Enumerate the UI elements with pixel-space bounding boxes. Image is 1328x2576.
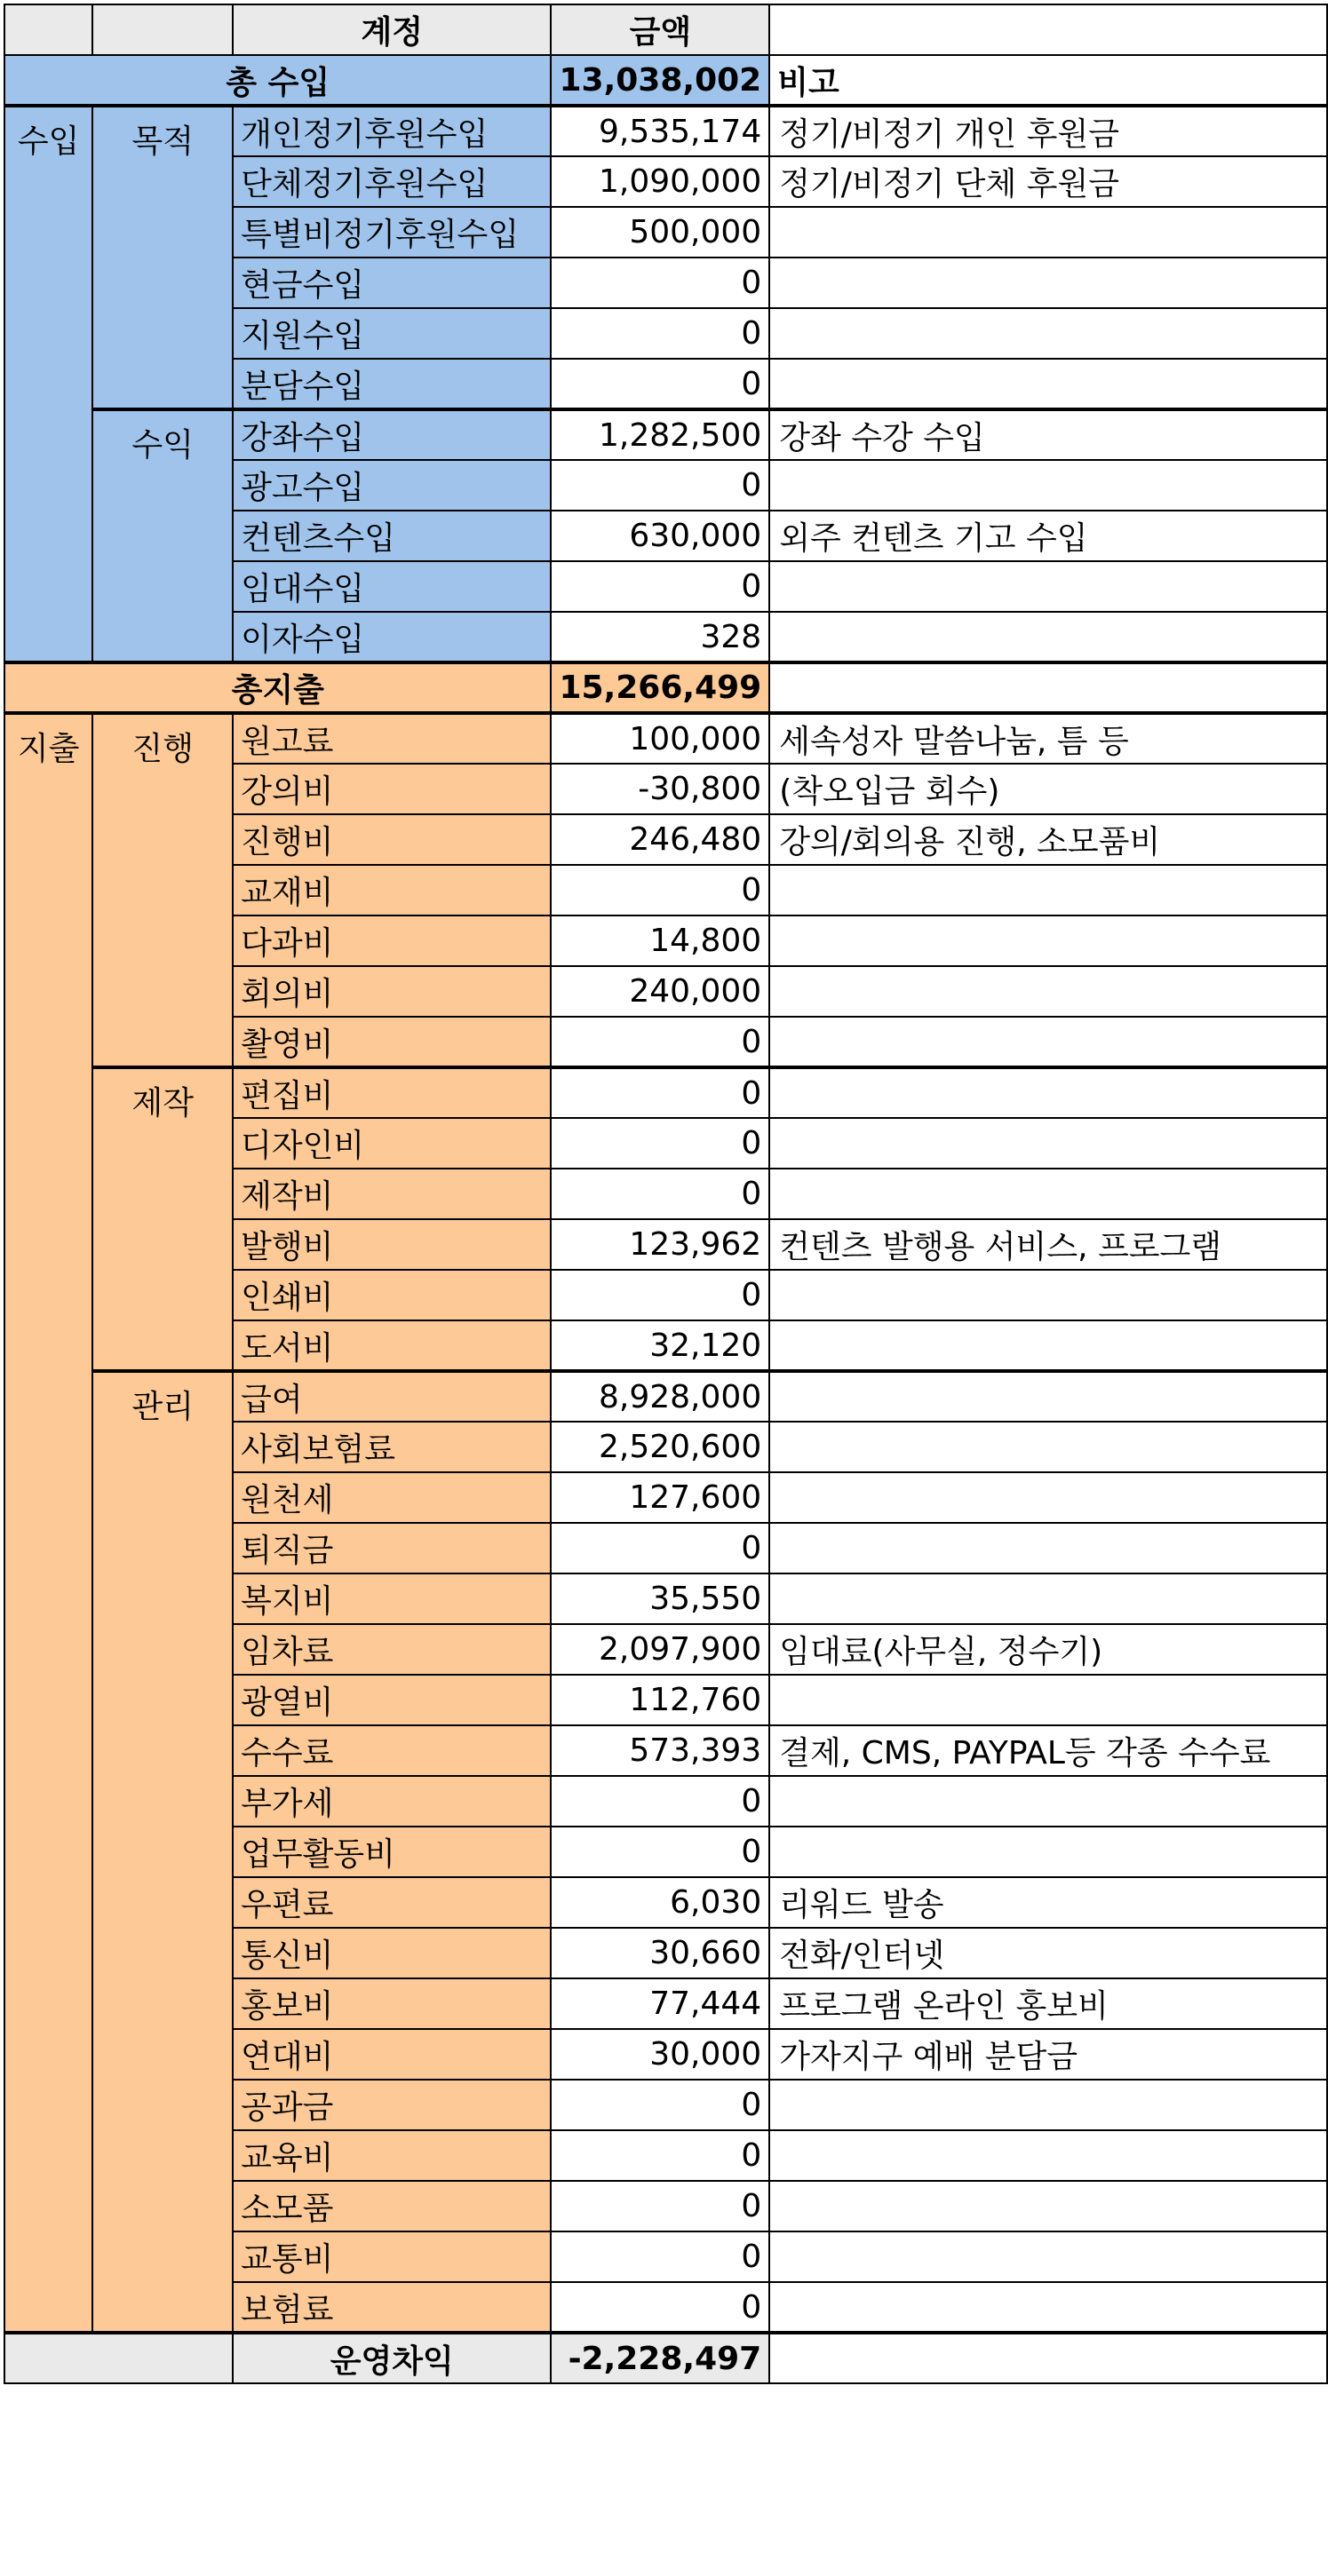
header-account: 계정 (233, 4, 551, 55)
note-cell (769, 460, 1327, 511)
group-cell: 제작 (92, 1067, 233, 1371)
note-cell: 강의/회의용 진행, 소모품비 (769, 814, 1327, 865)
note-cell (769, 1320, 1327, 1371)
amount-cell: 0 (551, 561, 769, 612)
note-cell (769, 1776, 1327, 1827)
amount-cell: 0 (551, 1118, 769, 1169)
amount-cell: 77,444 (551, 1978, 769, 2029)
budget-table (4, 4, 1328, 2384)
amount-cell: 0 (551, 2130, 769, 2181)
amount-cell: 1,282,500 (551, 409, 769, 460)
note-cell (769, 1573, 1327, 1624)
amount-cell: 9,535,174 (551, 106, 769, 156)
account-cell: 편집비 (233, 1067, 551, 1118)
note-header: 비고 (769, 55, 1327, 106)
amount-cell: 6,030 (551, 1877, 769, 1928)
note-cell (769, 308, 1327, 359)
expense-category-cell: 지출 (4, 713, 92, 2333)
account-cell: 보험료 (233, 2282, 551, 2333)
amount-cell: 0 (551, 2282, 769, 2333)
amount-cell: -30,800 (551, 764, 769, 814)
account-cell: 인쇄비 (233, 1270, 551, 1320)
note-cell (769, 2181, 1327, 2231)
income-total-label: 총 수입 (4, 55, 551, 106)
expense-total-amount: 15,266,499 (551, 662, 769, 713)
note-cell (769, 1270, 1327, 1320)
note-cell: (착오입금 회수) (769, 764, 1327, 814)
account-cell: 원천세 (233, 1472, 551, 1523)
account-cell: 임차료 (233, 1624, 551, 1675)
note-cell: 정기/비정기 단체 후원금 (769, 156, 1327, 207)
note-cell (769, 2130, 1327, 2181)
note-cell (769, 1827, 1327, 1877)
amount-cell: 0 (551, 258, 769, 308)
note-cell: 프로그램 온라인 홍보비 (769, 1978, 1327, 2029)
note-cell (769, 1371, 1327, 1422)
amount-cell: 14,800 (551, 915, 769, 966)
account-cell: 현금수입 (233, 258, 551, 308)
account-cell: 분담수입 (233, 359, 551, 409)
group-cell: 관리 (92, 1371, 233, 2333)
account-cell: 사회보험료 (233, 1422, 551, 1472)
account-cell: 진행비 (233, 814, 551, 865)
header-row (4, 4, 1327, 55)
account-cell: 디자인비 (233, 1118, 551, 1169)
note-cell (769, 966, 1327, 1017)
expense-total-note (769, 662, 1327, 713)
account-cell: 교통비 (233, 2231, 551, 2282)
amount-cell: 0 (551, 2231, 769, 2282)
note-cell (769, 1675, 1327, 1725)
amount-cell: 30,660 (551, 1928, 769, 1978)
footer-blank (4, 2333, 233, 2383)
note-cell: 세속성자 말씀나눔, 틈 등 (769, 713, 1327, 764)
account-cell: 통신비 (233, 1928, 551, 1978)
account-cell: 원고료 (233, 713, 551, 764)
account-cell: 광고수입 (233, 460, 551, 511)
amount-cell: 2,520,600 (551, 1422, 769, 1472)
amount-cell: 0 (551, 1067, 769, 1118)
account-cell: 제작비 (233, 1169, 551, 1219)
note-cell (769, 865, 1327, 915)
account-cell: 도서비 (233, 1320, 551, 1371)
account-cell: 강좌수입 (233, 409, 551, 460)
account-cell: 이자수입 (233, 612, 551, 662)
amount-cell: 0 (551, 359, 769, 409)
amount-cell: 0 (551, 1776, 769, 1827)
account-cell: 공과금 (233, 2080, 551, 2130)
amount-cell: 35,550 (551, 1573, 769, 1624)
amount-cell: 127,600 (551, 1472, 769, 1523)
note-cell: 강좌 수강 수입 (769, 409, 1327, 460)
account-cell: 촬영비 (233, 1017, 551, 1067)
account-cell: 업무활동비 (233, 1827, 551, 1877)
note-cell (769, 2231, 1327, 2282)
amount-cell: 32,120 (551, 1320, 769, 1371)
note-cell: 전화/인터넷 (769, 1928, 1327, 1978)
amount-cell: 0 (551, 460, 769, 511)
income-category-cell: 수입 (4, 106, 92, 662)
note-cell: 외주 컨텐츠 기고 수입 (769, 511, 1327, 561)
account-cell: 홍보비 (233, 1978, 551, 2029)
note-cell: 리워드 발송 (769, 1877, 1327, 1928)
note-cell (769, 1472, 1327, 1523)
operating-profit-label: 운영차익 (233, 2333, 551, 2383)
amount-cell: 2,097,900 (551, 1624, 769, 1675)
budget-table-body (4, 4, 1327, 2383)
amount-cell: 0 (551, 1827, 769, 1877)
table-row (4, 409, 1327, 460)
amount-cell: 0 (551, 308, 769, 359)
account-cell: 부가세 (233, 1776, 551, 1827)
note-cell (769, 1422, 1327, 1472)
table-row (4, 1067, 1327, 1118)
note-cell (769, 1118, 1327, 1169)
amount-cell: 112,760 (551, 1675, 769, 1725)
amount-cell: 0 (551, 1017, 769, 1067)
note-cell: 결제, CMS, PAYPAL등 각종 수수료 (769, 1725, 1327, 1776)
expense-total-row (4, 662, 1327, 713)
amount-cell: 123,962 (551, 1219, 769, 1270)
account-cell: 교재비 (233, 865, 551, 915)
account-cell: 특별비정기후원수입 (233, 207, 551, 258)
amount-cell: 630,000 (551, 511, 769, 561)
account-cell: 급여 (233, 1371, 551, 1422)
amount-cell: 100,000 (551, 713, 769, 764)
group-cell: 목적 (92, 106, 233, 409)
amount-cell: 0 (551, 2080, 769, 2130)
account-cell: 수수료 (233, 1725, 551, 1776)
amount-cell: 246,480 (551, 814, 769, 865)
account-cell: 지원수입 (233, 308, 551, 359)
note-cell (769, 1067, 1327, 1118)
amount-cell: 240,000 (551, 966, 769, 1017)
header-amount: 금액 (551, 4, 769, 55)
table-row (4, 1371, 1327, 1422)
note-cell (769, 1017, 1327, 1067)
account-cell: 복지비 (233, 1573, 551, 1624)
note-cell (769, 1523, 1327, 1573)
footer-note (769, 2333, 1327, 2383)
account-cell: 임대수입 (233, 561, 551, 612)
account-cell: 교육비 (233, 2130, 551, 2181)
amount-cell: 30,000 (551, 2029, 769, 2080)
note-cell (769, 612, 1327, 662)
note-cell (769, 207, 1327, 258)
income-total-row (4, 55, 1327, 106)
note-cell: 가자지구 예배 분담금 (769, 2029, 1327, 2080)
footer-row (4, 2333, 1327, 2383)
account-cell: 연대비 (233, 2029, 551, 2080)
header-col-a (4, 4, 92, 55)
amount-cell: 0 (551, 1169, 769, 1219)
amount-cell: 8,928,000 (551, 1371, 769, 1422)
note-cell: 정기/비정기 개인 후원금 (769, 106, 1327, 156)
account-cell: 강의비 (233, 764, 551, 814)
note-cell (769, 2080, 1327, 2130)
account-cell: 퇴직금 (233, 1523, 551, 1573)
note-cell: 컨텐츠 발행용 서비스, 프로그램 (769, 1219, 1327, 1270)
amount-cell: 328 (551, 612, 769, 662)
amount-cell: 1,090,000 (551, 156, 769, 207)
account-cell: 발행비 (233, 1219, 551, 1270)
note-cell (769, 258, 1327, 308)
amount-cell: 0 (551, 865, 769, 915)
operating-profit-amount: -2,228,497 (551, 2333, 769, 2383)
account-cell: 소모품 (233, 2181, 551, 2231)
amount-cell: 573,393 (551, 1725, 769, 1776)
amount-cell: 0 (551, 2181, 769, 2231)
note-cell: 임대료(사무실, 정수기) (769, 1624, 1327, 1675)
account-cell: 회의비 (233, 966, 551, 1017)
note-cell (769, 915, 1327, 966)
note-cell (769, 1169, 1327, 1219)
group-cell: 진행 (92, 713, 233, 1067)
account-cell: 개인정기후원수입 (233, 106, 551, 156)
note-cell (769, 359, 1327, 409)
account-cell: 광열비 (233, 1675, 551, 1725)
income-total-amount: 13,038,002 (551, 55, 769, 106)
header-note (769, 4, 1327, 55)
amount-cell: 0 (551, 1270, 769, 1320)
note-cell (769, 561, 1327, 612)
note-cell (769, 2282, 1327, 2333)
header-col-b (92, 4, 233, 55)
expense-total-label: 총지출 (4, 662, 551, 713)
account-cell: 우편료 (233, 1877, 551, 1928)
table-row (4, 713, 1327, 764)
table-row (4, 106, 1327, 156)
amount-cell: 500,000 (551, 207, 769, 258)
group-cell: 수익 (92, 409, 233, 662)
account-cell: 다과비 (233, 915, 551, 966)
account-cell: 단체정기후원수입 (233, 156, 551, 207)
amount-cell: 0 (551, 1523, 769, 1573)
account-cell: 컨텐츠수입 (233, 511, 551, 561)
